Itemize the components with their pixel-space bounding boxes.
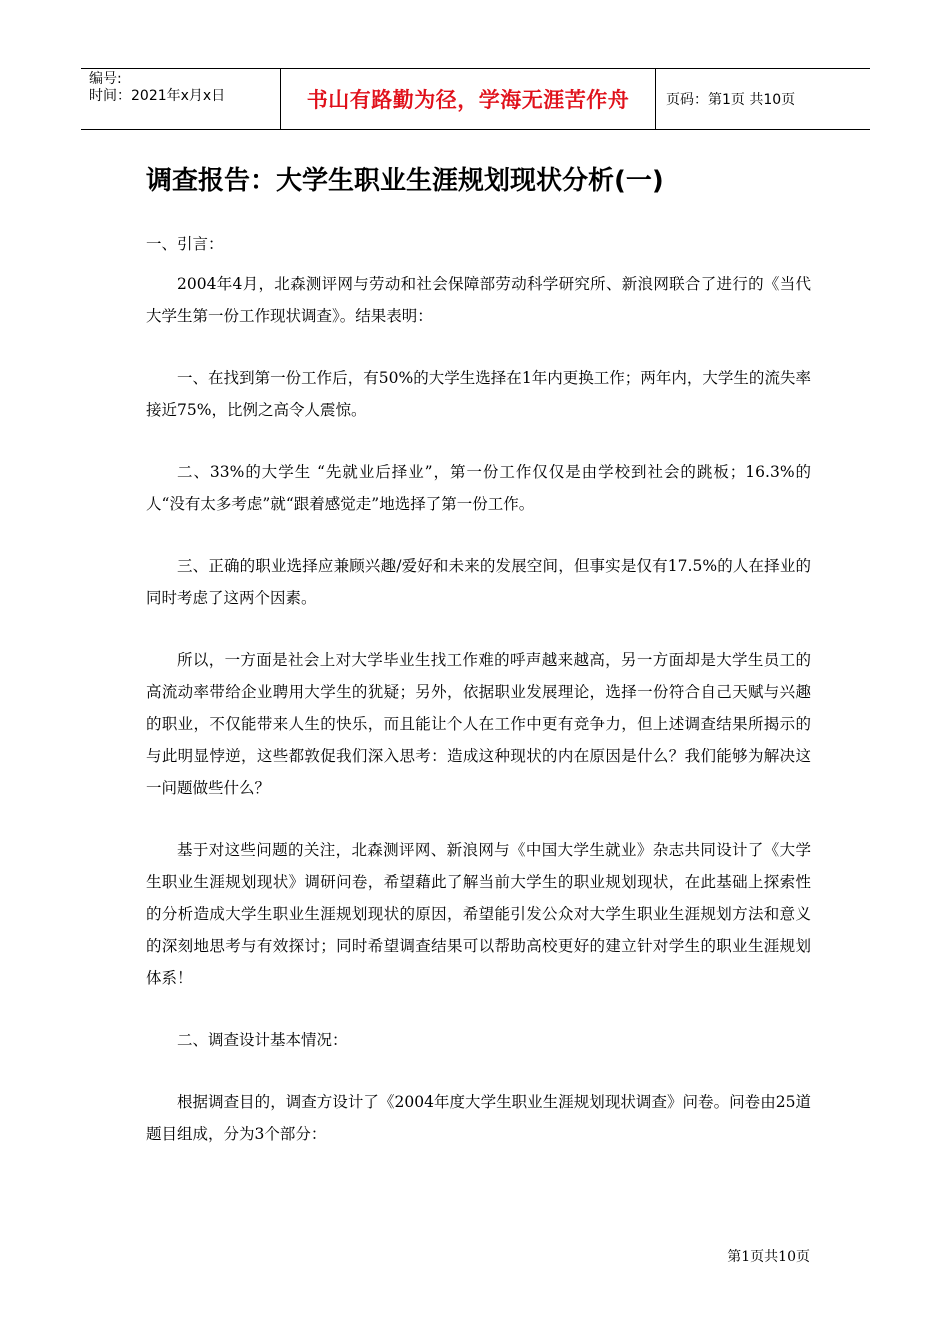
intro-heading: 一、引言： — [146, 235, 224, 253]
document-body — [146, 228, 811, 1180]
page-header — [81, 68, 870, 130]
paragraph: 基于对这些问题的关注，北森测评网、新浪网与《中国大学生就业》杂志共同设计了《大学生职业生涯规划现状》调研问卷，希望藉此了解当前大学生的职业规划现状，在此基础上探索性的分析造成大学生职业生涯规划现状的原因，希望能引发公众对大学生职业生涯规划方法和意义的深刻地思考与有效探讨；同时希望调查结果可以帮助高校更好的建立针对学生的职业生涯规划体系！ — [146, 841, 811, 987]
paragraph: 二、33%的大学生 “先就业后择业”，第一份工作仅仅是由学校到社会的跳板；16.3%的人“没有太多考虑”就“跟着感觉走”地选择了第一份工作。 — [146, 463, 811, 513]
motto: 书山有路勤为径，学海无涯苦作舟 — [281, 69, 656, 129]
paragraph: 2004年4月，北森测评网与劳动和社会保障部劳动科学研究所、新浪网联合了进行的《当代大学生第一份工作现状调查》。结果表明： — [146, 275, 811, 325]
paragraph: 所以，一方面是社会上对大学毕业生找工作难的呼声越来越高，另一方面却是大学生员工的高流动率带给企业聘用大学生的犹疑；另外，依据职业发展理论，选择一份符合自己天赋与兴趣的职业，不仅能带来人生的快乐，而且能让个人在工作中更有竞争力，但上述调查结果所揭示的与此明显悖逆，这些都敦促我们深入思考：造成这种现状的内在原因是什么？我们能够为解决这一问题做些什么？ — [146, 651, 811, 797]
design-heading: 二、调查设计基本情况： — [177, 1031, 348, 1049]
header-page-info: 页码：第1页 共10页 — [666, 92, 796, 108]
time-label: 时间：2021年x月x日 — [89, 88, 226, 104]
paragraph: 根据调查目的，调查方设计了《2004年度大学生职业生涯规划现状调查》问卷。问卷由25道题目组成，分为3个部分： — [146, 1093, 811, 1143]
document-title: 调查报告：大学生职业生涯规划现状分析(一) — [146, 166, 664, 196]
paragraph: 一、在找到第一份工作后，有50%的大学生选择在1年内更换工作；两年内，大学生的流失率接近75%，比例之高令人震惊。 — [146, 369, 811, 419]
number-label: 编号: — [89, 71, 122, 87]
header-meta-cell — [81, 69, 281, 129]
paragraph: 三、正确的职业选择应兼顾兴趣/爱好和未来的发展空间，但事实是仅有17.5%的人在择业的同时考虑了这两个因素。 — [146, 557, 811, 607]
page-footer: 第1页共10页 — [727, 1249, 810, 1265]
